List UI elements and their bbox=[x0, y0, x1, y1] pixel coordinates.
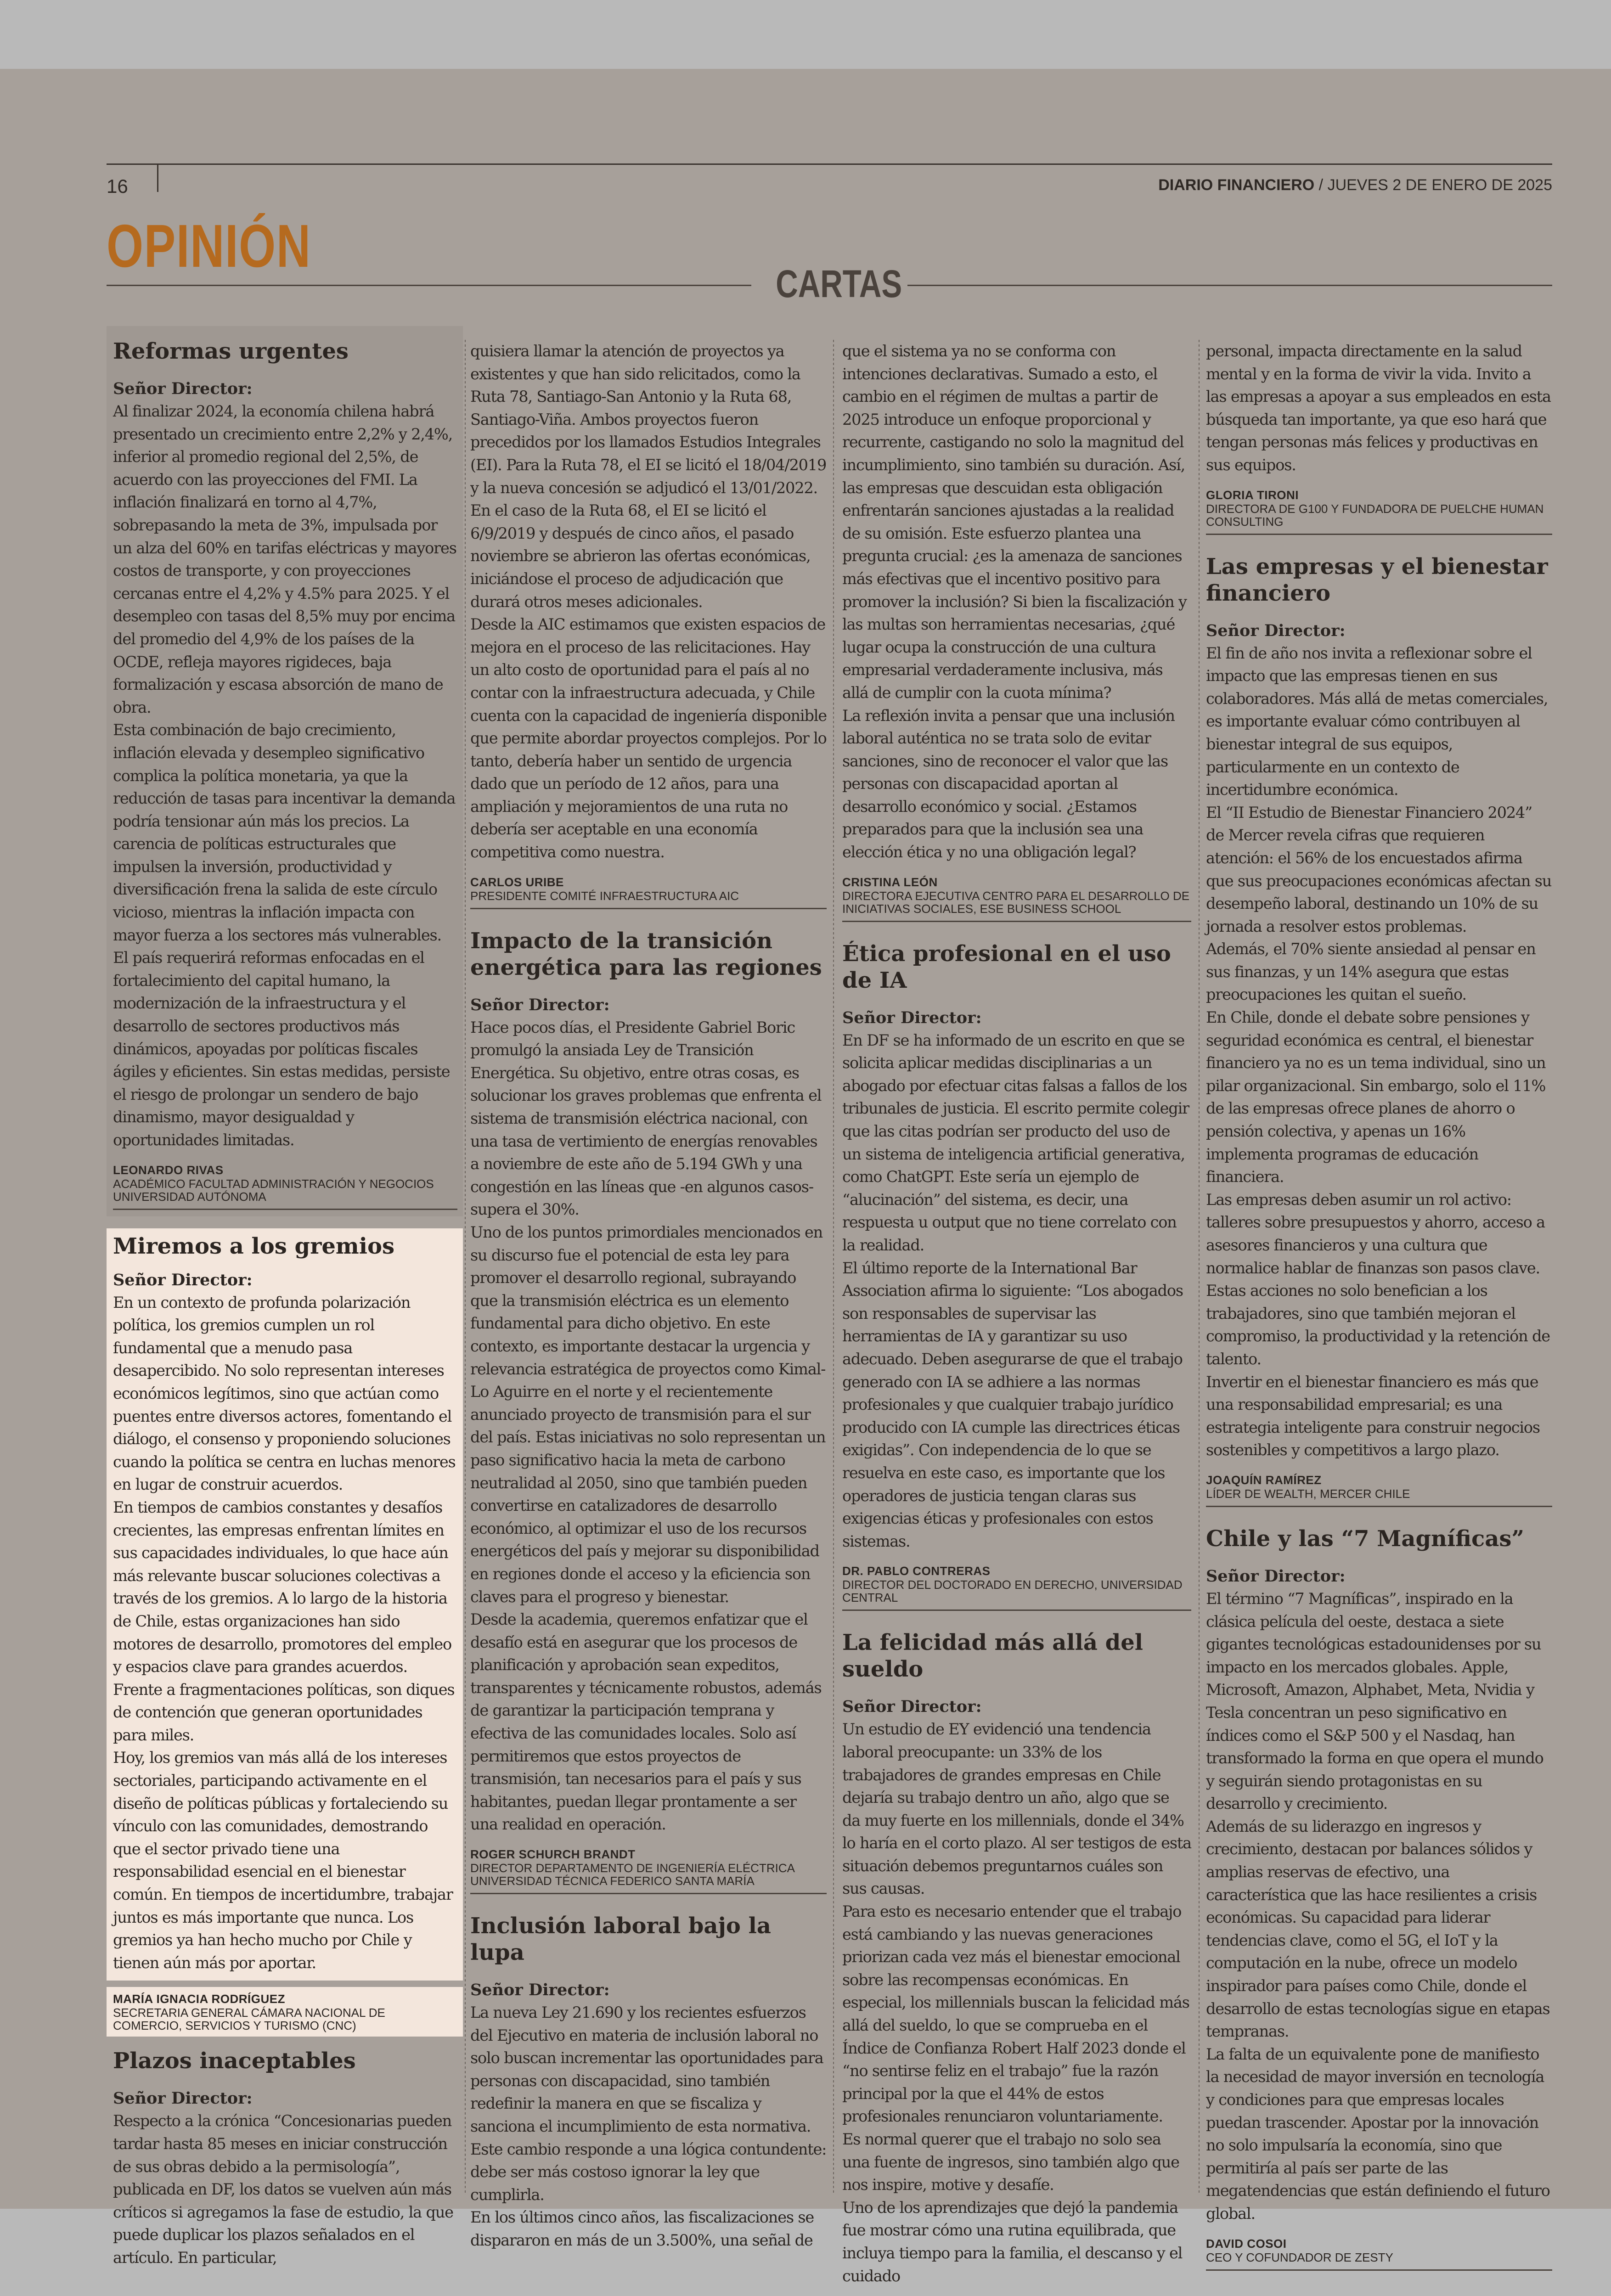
letter-body bbox=[842, 1718, 1191, 2287]
letter-body bbox=[470, 2001, 827, 2252]
salutation: Señor Director: bbox=[113, 2089, 253, 2108]
letter-felicidad-mas-alla-del-sueldo bbox=[842, 1629, 1191, 2287]
letter-empresas-bienestar-financiero bbox=[1206, 553, 1552, 1507]
author-name: DAVID COSOI bbox=[1206, 2236, 1287, 2251]
paragraph: En un contexto de profunda polarización política, los gremios cumplen un rol fundamental que a menudo pasa desapercibido. No solo representan intereses económicos legítimos, sino que actúan como puentes entre diversos actores, fomentando el diálogo, el consenso y proponiendo soluciones cuando la política se centra en luchas menores en lugar de construir acuerdos. bbox=[113, 1293, 456, 1494]
author-role: DIRECTORA EJECUTIVA CENTRO PARA EL DESARROLLO DE INICIATIVAS SOCIALES, ESE BUSINESS SCHOOL bbox=[842, 889, 1190, 916]
column-divider bbox=[465, 340, 466, 2195]
paragraph: Al finalizar 2024, la economía chilena habrá presentado un crecimiento entre 2,2% y 2,4%, inferior al promedio regional del 2,5%, de acuerdo con las proyecciones del FMI. La inflación finalizará en torno al 4,7%, sobrepasando la meta de 3%, impulsada por un alza del 60% en tarifas eléctricas y mayores costos de transporte, y con proyecciones cercanas entre el 4,2% y 4.5% para 2025. Y el desempleo con tasas del 8,5% muy por encima del promedio del 4,9% de los países de la OCDE, refleja mayores rigideces, baja formalización y escasa absorción de mano de obra. bbox=[113, 402, 456, 716]
letter-title: La felicidad más allá del sueldo bbox=[842, 1630, 1143, 1683]
letter-body bbox=[113, 400, 457, 1152]
salutation: Señor Director: bbox=[1206, 1566, 1346, 1586]
letter-body bbox=[1206, 1587, 1552, 2225]
paragraph: El último reporte de la International Bar Association afirma lo siguiente: “Los abogados son responsables de supervisar las herramientas de IA y garantizar su uso adecuado. Deben asegurarse de que el trabajo generado con IA se adhiere a las normas profesionales y que cualquier trabajo jurídico producido con IA cumple las directrices éticas exigidas”. Con independencia de lo que se resuelva en este caso, es importante que los operadores de justicia tengan claras sus exigencias éticas y profesionales con estos sistemas. bbox=[842, 1259, 1183, 1550]
author-role: CEO Y COFUNDADOR DE ZESTY bbox=[1206, 2250, 1393, 2264]
paragraph: En tiempos de cambios constantes y desafíos crecientes, las empresas enfrentan límites en sus capacidades individuales, lo que hace aún más relevante buscar soluciones colectivas a través de los gremios. A lo largo de la historia de Chile, estas organizaciones han sido motores de desarrollo, promotores del empleo y espacios clave para grandes acuerdos. Frente a fragmentaciones políticas, son diques de contención que generan oportunidades para miles. bbox=[113, 1498, 455, 1744]
author-name: MARÍA IGNACIA RODRÍGUEZ bbox=[113, 1992, 286, 2006]
paragraph: El término “7 Magníficas”, inspirado en la clásica película del oeste, destaca a siete gigantes tecnológicas estadounidenses por su impacto en los mercados globales. Apple, Microsoft, Amazon, Alphabet, Meta, Nvidia y Tesla concentran un peso significativo en índices como el S&P 500 y el Nasdaq, han transformado la forma en que opera el mundo y seguirán siendo protagonistas en su desarrollo y crecimiento. bbox=[1206, 1589, 1543, 1813]
author-role: ACADÉMICO FACULTAD ADMINISTRACIÓN Y NEGOCIOS UNIVERSIDAD AUTÓNOMA bbox=[113, 1176, 434, 1204]
column-divider bbox=[833, 340, 834, 2195]
paragraph: que el sistema ya no se conforma con intenciones declarativas. Sumado a esto, el cambio en el régimen de multas a partir de 2025 introduce un enfoque proporcional y recurrente, castigando no solo la magnitud del incumplimiento, sino también su duración. Así, las empresas que descuidan esta obligación enfrentarán sanciones ajustadas a la realidad de su omisión. Este esfuerzo plantea una pregunta crucial: ¿es la amenaza de sanciones más efectivas que el incentivo positivo para promover la inclusión? Si bien la fiscalización y las multas son herramientas necesarias, ¿qué lugar ocupa la construcción de una cultura empresarial verdaderamente inclusiva, más allá de cumplir con la cuota mínima? bbox=[842, 342, 1187, 702]
letter-title: Reformas urgentes bbox=[113, 338, 349, 364]
signature bbox=[1206, 1466, 1552, 1507]
letter-title: Las empresas y el bienestar financiero bbox=[1206, 553, 1548, 606]
subsection-title: CARTAS bbox=[776, 262, 902, 305]
paragraph: Esta combinación de bajo crecimiento, inflación elevada y desempleo significativo complica la política monetaria, ya que la reducción de tasas para incentivar la demanda podría tensionar aún más los precios. La carencia de políticas estructurales que impulsen la inversión, productividad y diversificación frena la salida de este círculo vicioso, mientras la inflación impacta con mayor fuerza a los sectores más vulnerables. bbox=[113, 721, 456, 944]
author-role: DIRECTOR DEPARTAMENTO DE INGENIERÍA ELÉCTRICA UNIVERSIDAD TÉCNICA FEDERICO SANTA MARÍA bbox=[470, 1861, 794, 1888]
signature bbox=[107, 1987, 463, 2037]
paragraph: Uno de los puntos primordiales mencionados en su discurso fue el potencial de esta ley para promover el desarrollo regional, subrayando que la transmisión eléctrica es un elemento fundamental para dicho objetivo. En este contexto, es importante destacar la urgencia y relevancia estratégica de proyectos como Kimal-Lo Aguirre en el norte y el recientemente anunciado proyecto de transmisión para el sur del país. Estas iniciativas no solo representan un paso significativo hacia la meta de carbono neutralidad al 2050, sino que también pueden convertirse en catalizadores de desarrollo económico, al optimizar el uso de los recursos energéticos del país y mejorar su disponibilidad en regiones donde el acceso y la eficiencia son claves para el progreso y bienestar. bbox=[470, 1223, 826, 1606]
author-name: LEONARDO RIVAS bbox=[113, 1163, 224, 1177]
highlighted-letter bbox=[107, 1228, 463, 1981]
salutation: Señor Director: bbox=[1206, 621, 1346, 640]
signature bbox=[113, 1156, 457, 1210]
letter-title: Plazos inaceptables bbox=[113, 2048, 356, 2074]
salutation: Señor Director: bbox=[113, 1270, 253, 1289]
letter-reformas-urgentes bbox=[107, 326, 463, 1216]
salutation: Señor Director: bbox=[842, 1697, 982, 1716]
paragraph: quisiera llamar la atención de proyectos ya existentes y que han sido relicitados, como la Ruta 78, Santiago-San Antonio y la Ruta 68, Santiago-Viña. Ambos proyectos fueron precedidos por los llamados Estudios Integrales (EI). Para la Ruta 78, el EI se licitó el 18/04/2019 y la nueva concesión se adjudicó el 13/01/2022. En el caso de la Ruta 68, el EI se licitó el 6/9/2019 y después de cinco años, el pasado noviembre se abrieron las ofertas económicas, iniciándose el proceso de adjudicación que durará otros meses adicionales. bbox=[470, 342, 827, 611]
salutation: Señor Director: bbox=[470, 1981, 610, 2000]
letter-title: Impacto de la transición energética para las regiones bbox=[470, 928, 822, 980]
letter-inclusion-laboral bbox=[470, 1913, 827, 2252]
paragraph: Para esto es necesario entender que el trabajo está cambiando y las nuevas generaciones priorizan cada vez más el bienestar emocional sobre las recompensas económicas. En especial, los millennials buscan la felicidad más allá del sueldo, lo que se comprueba en el Índice de Confianza Robert Half 2023 donde el “no sentirse feliz en el trabajo” fue la razón principal por la que el 44% de estos profesionales renunciaron voluntariamente. bbox=[842, 1902, 1189, 2126]
salutation: Señor Director: bbox=[113, 379, 253, 398]
column-divider bbox=[1199, 340, 1200, 2195]
paragraph: Un estudio de EY evidenció una tendencia laboral preocupante: un 33% de los trabajadores de grandes empresas en Chile dejaría su trabajo dentro un año, algo que se da muy fuerte en los millennials, donde el 34% lo haría en el corto plazo. Al ser testigos de esta situación debemos preguntarnos cuáles son sus causas. bbox=[842, 1720, 1191, 1898]
letter-continuation bbox=[1206, 340, 1552, 535]
author-role: DIRECTORA DE G100 Y FUNDADORA DE PUELCHE HUMAN CONSULTING bbox=[1206, 501, 1544, 529]
author-role: DIRECTOR DEL DOCTORADO EN DERECHO, UNIVERSIDAD CENTRAL bbox=[842, 1578, 1183, 1605]
letter-title: Inclusión laboral bajo la lupa bbox=[470, 1913, 771, 1966]
paragraph: Uno de los aprendizajes que dejó la pandemia fue mostrar cómo una rutina equilibrada, que incluya tiempo para la familia, el descanso y el cuidado bbox=[842, 2198, 1183, 2285]
newspaper-page bbox=[0, 69, 1611, 2285]
signature bbox=[1206, 481, 1552, 535]
author-name: DR. PABLO CONTRERAS bbox=[842, 1564, 991, 1578]
column-4 bbox=[1206, 340, 1552, 2289]
letter-miremos-a-los-gremios bbox=[107, 1228, 463, 2037]
author-role: LÍDER DE WEALTH, MERCER CHILE bbox=[1206, 1486, 1410, 1501]
letter-body bbox=[113, 2110, 457, 2269]
paragraph: Es normal querer que el trabajo no solo sea una fuente de ingresos, sino también algo que nos inspire, motive y desafíe. bbox=[842, 2130, 1179, 2194]
paragraph: Desde la academia, queremos enfatizar que el desafío está en asegurar que los procesos de planificación y aprobación sean expeditos, transparentes y técnicamente robustos, además de garantizar la participación temprana y efectiva de las comunidades locales. Solo así permitiremos que estos proyectos de transmisión, tan necesarios para el país y sus habitantes, puedan llegar prontamente a ser una realidad en operación. bbox=[470, 1610, 822, 1834]
column-3 bbox=[842, 340, 1191, 2296]
paragraph: Respecto a la crónica “Concesionarias pueden tardar hasta 85 meses en iniciar construcción de sus obras debido a la permisología”, publicada en DF, los datos se vuelven aún más críticos si agregamos la fase de estudio, la que puede duplicar los plazos señalados en el artículo. En particular, bbox=[113, 2112, 453, 2267]
paragraph: La falta de un equivalente pone de manifiesto la necesidad de mayor inversión en tecnología y condiciones para que empresas locales puedan trascender. Apostar por la innovación no solo impulsaría la economía, sino que permitiría al país ser parte de las megatendencias que están definiendo el futuro global. bbox=[1206, 2045, 1550, 2223]
section-rule-right bbox=[907, 285, 1552, 286]
author-role: SECRETARIA GENERAL CÁMARA NACIONAL DE COMERCIO, SERVICIOS Y TURISMO (CNC) bbox=[113, 2006, 385, 2033]
paragraph: Desde la AIC estimamos que existen espacios de mejora en el proceso de las relicitaciones. Hay un alto costo de oportunidad para el país al no contar con la infraestructura adecuada, y Chile cuenta con la capacidad de ingeniería disponible que permite abordar proyectos complejos. Por lo tanto, debería haber un sentido de urgencia dado que un período de 12 años, para una ampliación y mejoramientos de una ruta no debería ser aceptable en una economía competitiva como nuestra. bbox=[470, 615, 827, 861]
letter-body bbox=[113, 1291, 457, 1975]
letter-title: Miremos a los gremios bbox=[113, 1233, 394, 1259]
masthead bbox=[1158, 176, 1552, 194]
letter-title: Ética profesional en el uso de IA bbox=[842, 940, 1171, 993]
column-2 bbox=[470, 340, 827, 2270]
section-rule-left bbox=[107, 285, 751, 286]
letter-plazos-inaceptables bbox=[107, 2048, 463, 2269]
paragraph: El “II Estudio de Bienestar Financiero 2024” de Mercer revela cifras que requieren atención: el 56% de los encuestados afirma que sus preocupaciones económicas afectan su desempeño laboral, destinando un 10% de su jornada a resolver estos problemas. bbox=[1206, 803, 1552, 935]
letter-body bbox=[470, 1016, 827, 1836]
paragraph: En Chile, donde el debate sobre pensiones y seguridad económica es central, el bienestar financiero ya no es un tema individual, sino un pilar organizacional. Sin embargo, solo el 11% de las empresas ofrece planes de ahorro o pensión colectiva, y apenas un 16% implementa programas de educación financiera. bbox=[1206, 1008, 1546, 1186]
paragraph: La reflexión invita a pensar que una inclusión laboral auténtica no se trata solo de evitar sanciones, sino de reconocer el valor que las personas con discapacidad aportan al desarrollo económico y social. ¿Estamos preparados para que la inclusión sea una elección ética y no una obligación legal? bbox=[842, 706, 1175, 861]
paragraph: Además, el 70% siente ansiedad al pensar en sus finanzas, y un 14% asegura que estas preocupaciones les quitan el sueño. bbox=[1206, 940, 1536, 1004]
signature bbox=[842, 1557, 1191, 1611]
author-name: JOAQUÍN RAMÍREZ bbox=[1206, 1473, 1322, 1487]
paragraph: Además de su liderazgo en ingresos y crecimiento, destacan por balances sólidos y amplias reservas de efectivo, una característica que las hace resilientes a crisis económicas. Su capacidad para liderar tendencias clave, como el 5G, el IoT y la computación en la nube, ofrece un modelo inspirador para países como Chile, donde el desarrollo de estas tecnologías sigue en etapas tempranas. bbox=[1206, 1817, 1550, 2041]
author-name: ROGER SCHURCH BRANDT bbox=[470, 1847, 636, 1862]
salutation: Señor Director: bbox=[470, 995, 610, 1014]
paragraph: Las empresas deben asumir un rol activo: talleres sobre presupuestos y ahorro, acceso a asesores financieros y una cultura que normalice hablar de finanzas son pasos clave. Estas acciones no solo benefician a los trabajadores, sino que también mejoran el compromiso, la productividad y la retención de talento. bbox=[1206, 1190, 1550, 1368]
author-name: GLORIA TIRONI bbox=[1206, 488, 1299, 502]
paragraph: Invertir en el bienestar financiero es más que una responsabilidad empresarial; es una estrategia inteligente para construir negocios sostenibles y competitivos a largo plazo. bbox=[1206, 1373, 1540, 1459]
letter-body bbox=[1206, 642, 1552, 1462]
salutation: Señor Director: bbox=[842, 1008, 982, 1027]
paragraph: El fin de año nos invita a reflexionar sobre el impacto que las empresas tienen en sus colaboradores. Más allá de metas comerciales, es importante evaluar cómo contribuyen al bienestar integral de sus equipos, particularmente en un contexto de incertidumbre económica. bbox=[1206, 644, 1548, 799]
letter-body bbox=[842, 1029, 1191, 1553]
paragraph: Hoy, los gremios van más allá de los intereses sectoriales, participando activamente en el diseño de políticas públicas y fortaleciendo su vínculo con las comunidades, demostrando que el sector privado tiene una responsabilidad esencial en el bienestar común. En tiempos de incertidumbre, trabajar juntos es más importante que nunca. Los gremios ya han hecho mucho por Chile y tienen aún más por aportar. bbox=[113, 1749, 453, 1972]
paragraph: En DF se ha informado de un escrito en que se solicita aplicar medidas disciplinarias a un abogado por efectuar citas falsas a fallos de los tribunales de justicia. El escrito permite colegir que las citas podrían ser producto del uso de un sistema de inteligencia artificial generativa, como ChatGPT. Este sería un ejemplo de “alucinación” del sistema, es decir, una respuesta u output que no tiene correlato con la realidad. bbox=[842, 1031, 1189, 1254]
letter-title: Chile y las “7 Magníficas” bbox=[1206, 1525, 1524, 1552]
paragraph: El país requerirá reformas enfocadas en el fortalecimiento del capital humano, la modernización de la infraestructura y el desarrollo de sectores productivos más dinámicos, apoyadas por políticas fiscales ágiles y eficientes. Sin estas medidas, persiste el riesgo de prolongar un sendero de bajo dinamismo, mayor desigualdad y oportunidades limitadas. bbox=[113, 949, 450, 1149]
letter-etica-profesional-ia bbox=[842, 940, 1191, 1611]
section-title: OPINIÓN bbox=[107, 212, 311, 280]
signature bbox=[470, 1840, 827, 1894]
paragraph: La nueva Ley 21.690 y los recientes esfuerzos del Ejecutivo en materia de inclusión laboral no solo buscan incrementar las oportunidades para personas con discapacidad, sino también redefinir la manera en que se fiscaliza y sanciona el incumplimiento de esta normativa. Este cambio responde a una lógica contundente: debe ser más costoso ignorar la ley que cumplirla. bbox=[470, 2003, 827, 2204]
page-number: 16 bbox=[107, 175, 128, 197]
paragraph: Hace pocos días, el Presidente Gabriel Boric promulgó la ansiada Ley de Transición Energética. Su objetivo, entre otras cosas, es solucionar los graves problemas que enfrenta el sistema de transmisión eléctrica nacional, con una tasa de vertimiento de energías renovables a noviembre de este año de 5.194 GWh y una congestión en las líneas que -en algunos casos- supera el 30%. bbox=[470, 1018, 822, 1219]
author-role: PRESIDENTE COMITÉ INFRAESTRUCTURA AIC bbox=[470, 889, 739, 903]
author-name: CARLOS URIBE bbox=[470, 875, 564, 889]
letter-continuation bbox=[842, 340, 1191, 922]
letter-continuation bbox=[470, 340, 827, 909]
letter-impacto-transicion-energetica bbox=[470, 928, 827, 1894]
header-tick bbox=[157, 163, 158, 192]
author-name: CRISTINA LEÓN bbox=[842, 875, 938, 889]
signature bbox=[1206, 2230, 1552, 2271]
letter-chile-7-magnificas bbox=[1206, 1525, 1552, 2271]
signature bbox=[470, 868, 827, 909]
signature bbox=[842, 868, 1191, 922]
publication-name: DIARIO FINANCIERO bbox=[1158, 176, 1315, 194]
paragraph: En los últimos cinco años, las fiscalizaciones se dispararon en más de un 3.500%, una señal de bbox=[470, 2208, 814, 2249]
header-rule bbox=[107, 163, 1552, 165]
paragraph: personal, impacta directamente en la salud mental y en la forma de vivir la vida. Invito a las empresas a apoyar a sus empleados en esta búsqueda tan importante, ya que eso hará que tengan personas más felices y productivas en sus equipos. bbox=[1206, 342, 1551, 474]
issue-date: / JUEVES 2 DE ENERO DE 2025 bbox=[1314, 176, 1552, 194]
column-1 bbox=[107, 326, 463, 2288]
